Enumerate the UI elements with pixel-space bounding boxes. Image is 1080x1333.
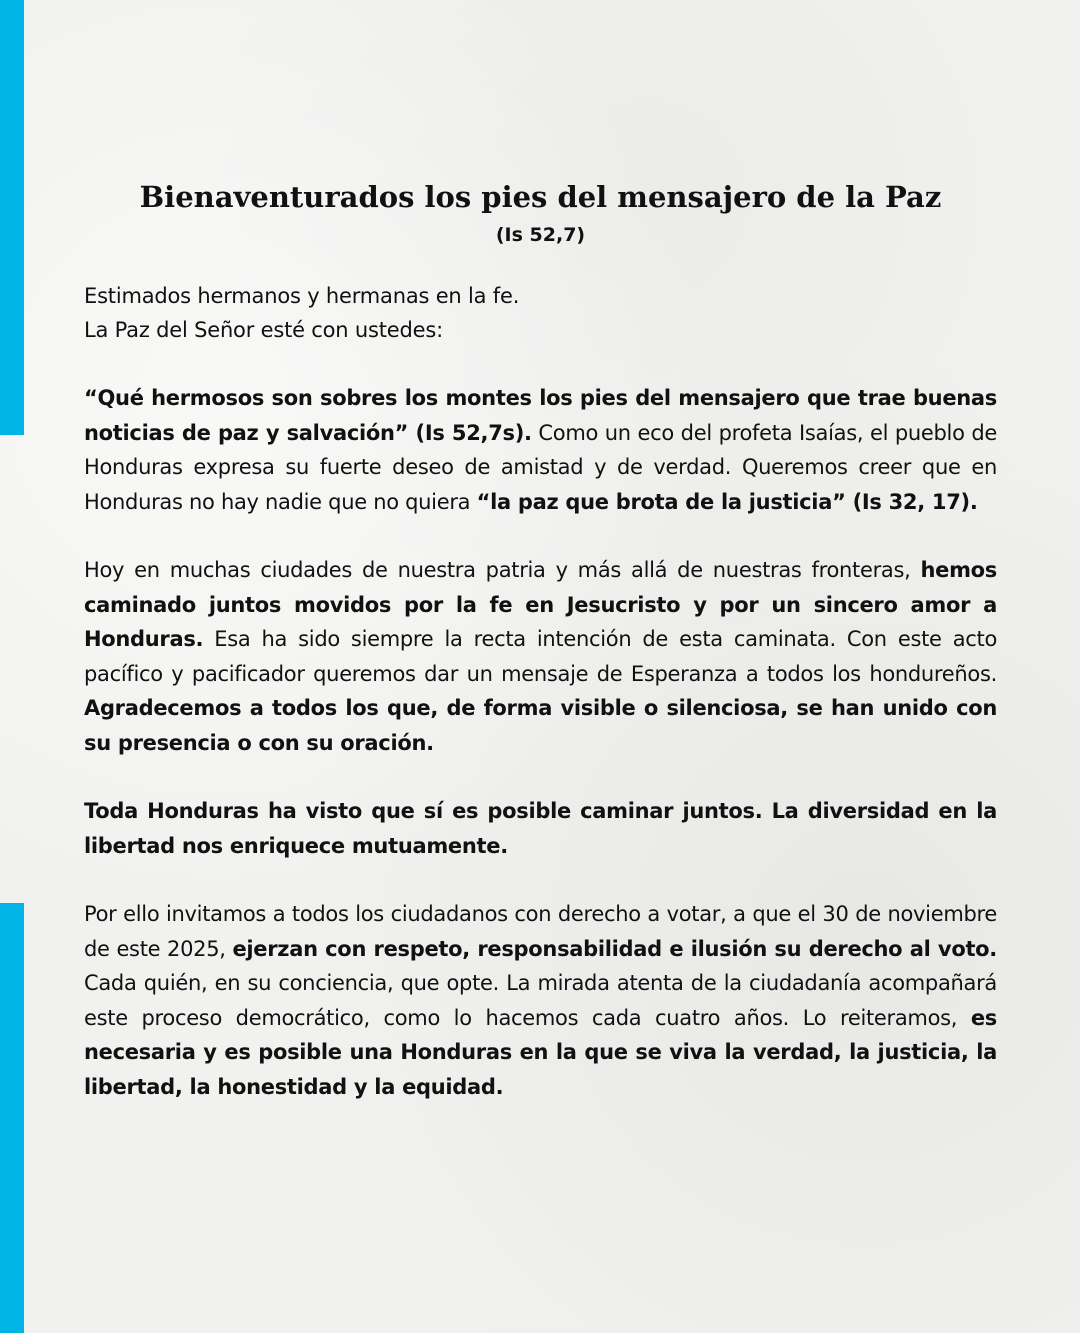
text-run: Toda Honduras ha visto que sí es posible caminar juntos. La diversidad en la libertad nos enriquece mutuamente.	[84, 799, 997, 858]
greeting	[84, 279, 997, 347]
accent-bar-top	[0, 0, 24, 435]
text-run: Cada quién, en su conciencia, que opte. La mirada atenta de la ciudadanía acompañará este proceso democrático, como lo hacemos cada cuatro años. Lo reiteramos,	[84, 971, 997, 1030]
letter-page	[84, 180, 997, 1104]
letter-title: Bienaventurados los pies del mensajero de la Paz	[139, 180, 942, 214]
text-run: Como un eco del profeta Isaías, el pueblo de Honduras expresa su fuerte deseo de amistad y de verdad. Queremos creer que en Honduras no hay nadie que no quiera	[84, 420, 998, 514]
greeting-line: La Paz del Señor esté con ustedes:	[84, 318, 443, 343]
text-run: Por ello invitamos a todos los ciudadanos con derecho a votar, a que el 30 de noviembre de este 2025,	[84, 902, 997, 961]
text-run: Agradecemos a todos los que, de forma visible o silenciosa, se han unido con su presencia o con su oración.	[84, 696, 997, 755]
paragraph-walk	[84, 553, 997, 760]
text-run: “la paz que brota de la justicia” (Is 32, 17).	[476, 489, 978, 514]
paragraph-vote	[84, 897, 997, 1104]
title-citation: (Is 52,7)	[495, 223, 586, 246]
text-run: hemos caminado juntos movidos por la fe en Jesucristo y por un sincero amor a Honduras.	[84, 558, 997, 652]
paragraph-peace-message	[84, 381, 997, 519]
accent-bar-bottom	[0, 903, 24, 1333]
paragraph-diversity	[84, 794, 997, 863]
text-run: Esa ha sido siempre la recta intención de esta caminata. Con este acto pacífico y pacificador queremos dar un mensaje de Esperanza a todos los hondureños.	[84, 627, 997, 686]
text-run: es necesaria y es posible una Honduras en la que se viva la verdad, la justicia, la libertad, la honestidad y la equidad.	[84, 1005, 997, 1099]
text-run: “Qué hermosos son sobres los montes los pies del mensajero que trae buenas noticias de paz y salvación” (Is 52,7s).	[84, 386, 997, 445]
greeting-line: Estimados hermanos y hermanas en la fe.	[84, 284, 520, 309]
text-run: Hoy en muchas ciudades de nuestra patria y más allá de nuestras fronteras,	[84, 558, 921, 583]
text-run: ejerzan con respeto, responsabilidad e ilusión su derecho al voto.	[232, 936, 997, 961]
